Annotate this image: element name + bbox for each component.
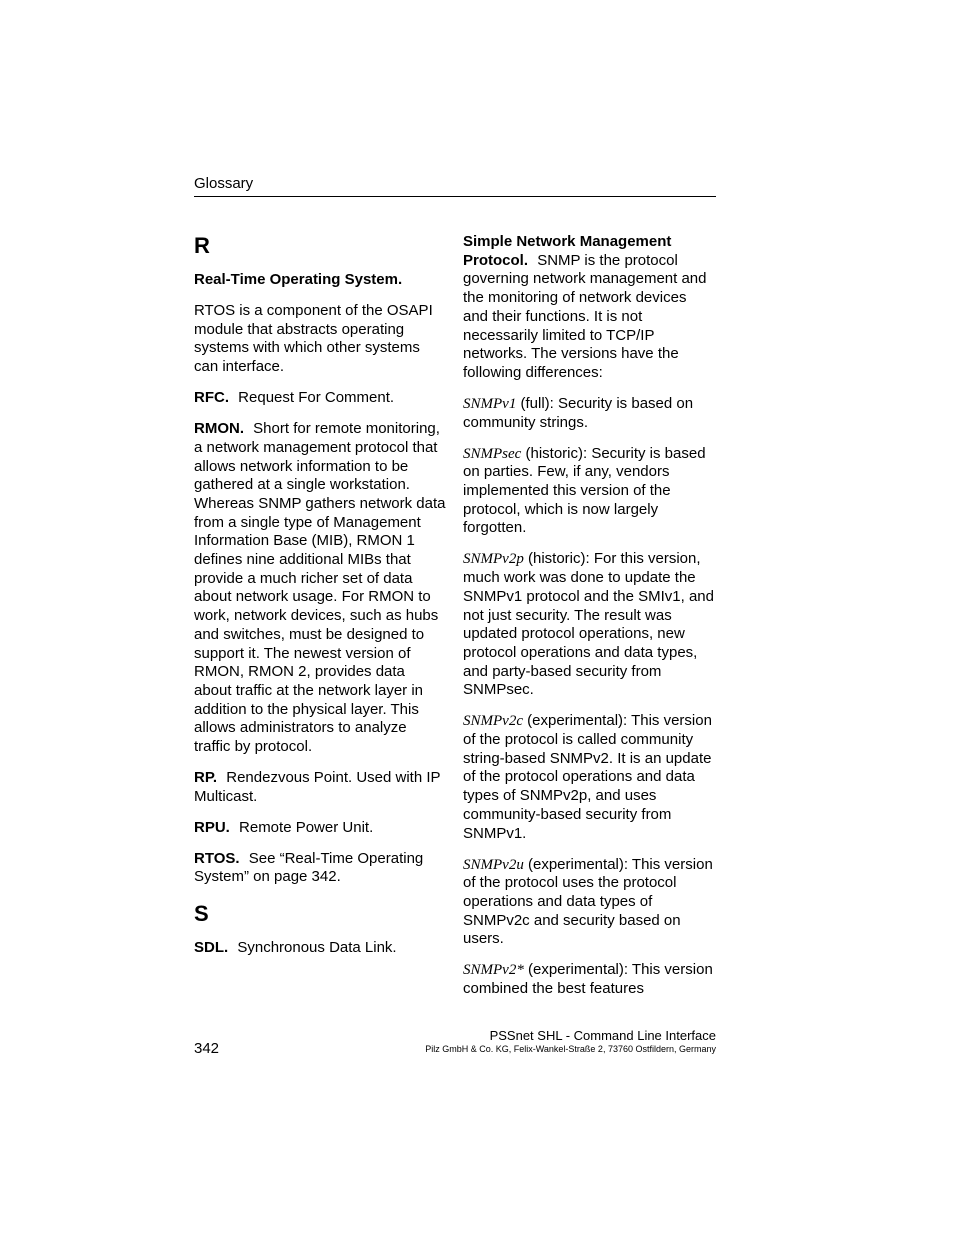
version-name: SNMPv1 bbox=[463, 395, 517, 412]
header-divider bbox=[194, 196, 716, 197]
glossary-entry bbox=[194, 769, 446, 806]
glossary-entry bbox=[194, 389, 446, 408]
version-description: (experimental): This version combined the best features bbox=[463, 961, 713, 998]
version-name: SNMPv2c bbox=[463, 713, 523, 730]
publisher-address: Pilz GmbH & Co. KG, Felix-Wankel-Straße 2, 73760 Ostfildern, Germany bbox=[425, 1044, 716, 1054]
entry-text: See “Real-Time Operating System” on page 342. bbox=[194, 849, 424, 886]
page-number: 342 bbox=[194, 1040, 220, 1057]
entry-term: Real-Time Operating System. bbox=[194, 271, 403, 288]
version-name: SNMPsec bbox=[463, 445, 522, 462]
entry-text: Remote Power Unit. bbox=[239, 818, 374, 836]
entry-term: Simple Network Management Protocol. bbox=[463, 233, 672, 269]
glossary-entry-snmp bbox=[463, 233, 715, 383]
version-description: (historic): For this version, much work was done to update the SNMPv1 protocol and the SMIv1, and not just security. The result was updated protocol operations, new protocol operations and data types, and party-based security from SNMPsec. bbox=[463, 550, 714, 699]
entry-text: Rendezvous Point. Used with IP Multicast. bbox=[194, 769, 441, 805]
letter-heading-s: S bbox=[194, 901, 209, 927]
glossary-entry bbox=[194, 819, 446, 838]
snmp-version-item bbox=[463, 550, 715, 700]
glossary-entry bbox=[194, 939, 446, 958]
version-description: (experimental): This version of the protocol uses the protocol operations and data types of SNMPv2c and security based on users. bbox=[463, 855, 713, 948]
right-column bbox=[463, 233, 715, 1011]
snmp-version-item bbox=[463, 395, 715, 432]
version-description: (full): Security is based on community strings. bbox=[463, 394, 694, 431]
version-name: SNMPv2* bbox=[463, 962, 524, 979]
glossary-entry bbox=[194, 271, 446, 290]
snmp-version-item bbox=[463, 961, 715, 998]
entry-term: RFC. bbox=[194, 389, 229, 407]
entry-term: RPU. bbox=[194, 818, 230, 836]
document-title: PSSnet SHL - Command Line Interface bbox=[489, 1028, 716, 1043]
version-name: SNMPv2p bbox=[463, 551, 524, 568]
entry-term: SDL. bbox=[194, 939, 229, 957]
entry-text: Request For Comment. bbox=[238, 389, 395, 407]
entry-term: RTOS. bbox=[194, 849, 240, 867]
glossary-entry bbox=[194, 302, 446, 377]
snmp-version-item bbox=[463, 712, 715, 843]
snmp-version-item bbox=[463, 856, 715, 950]
version-description: (experimental): This version of the protocol is called community string-based SNMPv2. It is an update of the protocol operations and data types of SNMPv2p, and uses community-based security from SNMPv1. bbox=[463, 712, 712, 842]
entry-term: RP. bbox=[194, 769, 218, 787]
glossary-entry bbox=[194, 850, 446, 887]
glossary-entry bbox=[194, 420, 446, 757]
entry-text: SNMP is the protocol governing network management and the monitoring of network devices and their functions. It is not necessarily limited to TCP/IP networks. The versions have the following differences: bbox=[463, 251, 707, 381]
entry-text: Synchronous Data Link. bbox=[237, 939, 397, 957]
left-column bbox=[194, 233, 446, 970]
entry-text: RTOS is a component of the OSAPI module that abstracts operating systems with which other systems can interface. bbox=[194, 302, 433, 376]
version-description: (historic): Security is based on parties. Few, if any, vendors implemented this version of the protocol, which is now largely forgotten. bbox=[463, 444, 706, 537]
letter-heading-r: R bbox=[194, 233, 210, 258]
snmp-version-item bbox=[463, 445, 715, 539]
entry-text: Short for remote monitoring, a network management protocol that allows network information to be gathered at a single workstation. Whereas SNMP gathers network data from a single type of Management Information Base (MIB), RMON 1 defines nine additional MIBs that provide a much richer set of data about network usage. For RMON to work, network devices, such as hubs and switches, must be designed to support it. The newest version of RMON, RMON 2, provides data about traffic at the network layer in addition to the physical layer. This allows administrators to analyze traffic by protocol. bbox=[194, 420, 446, 756]
section-title: Glossary bbox=[194, 175, 254, 192]
version-name: SNMPv2u bbox=[463, 856, 524, 873]
entry-term: RMON. bbox=[194, 420, 244, 438]
